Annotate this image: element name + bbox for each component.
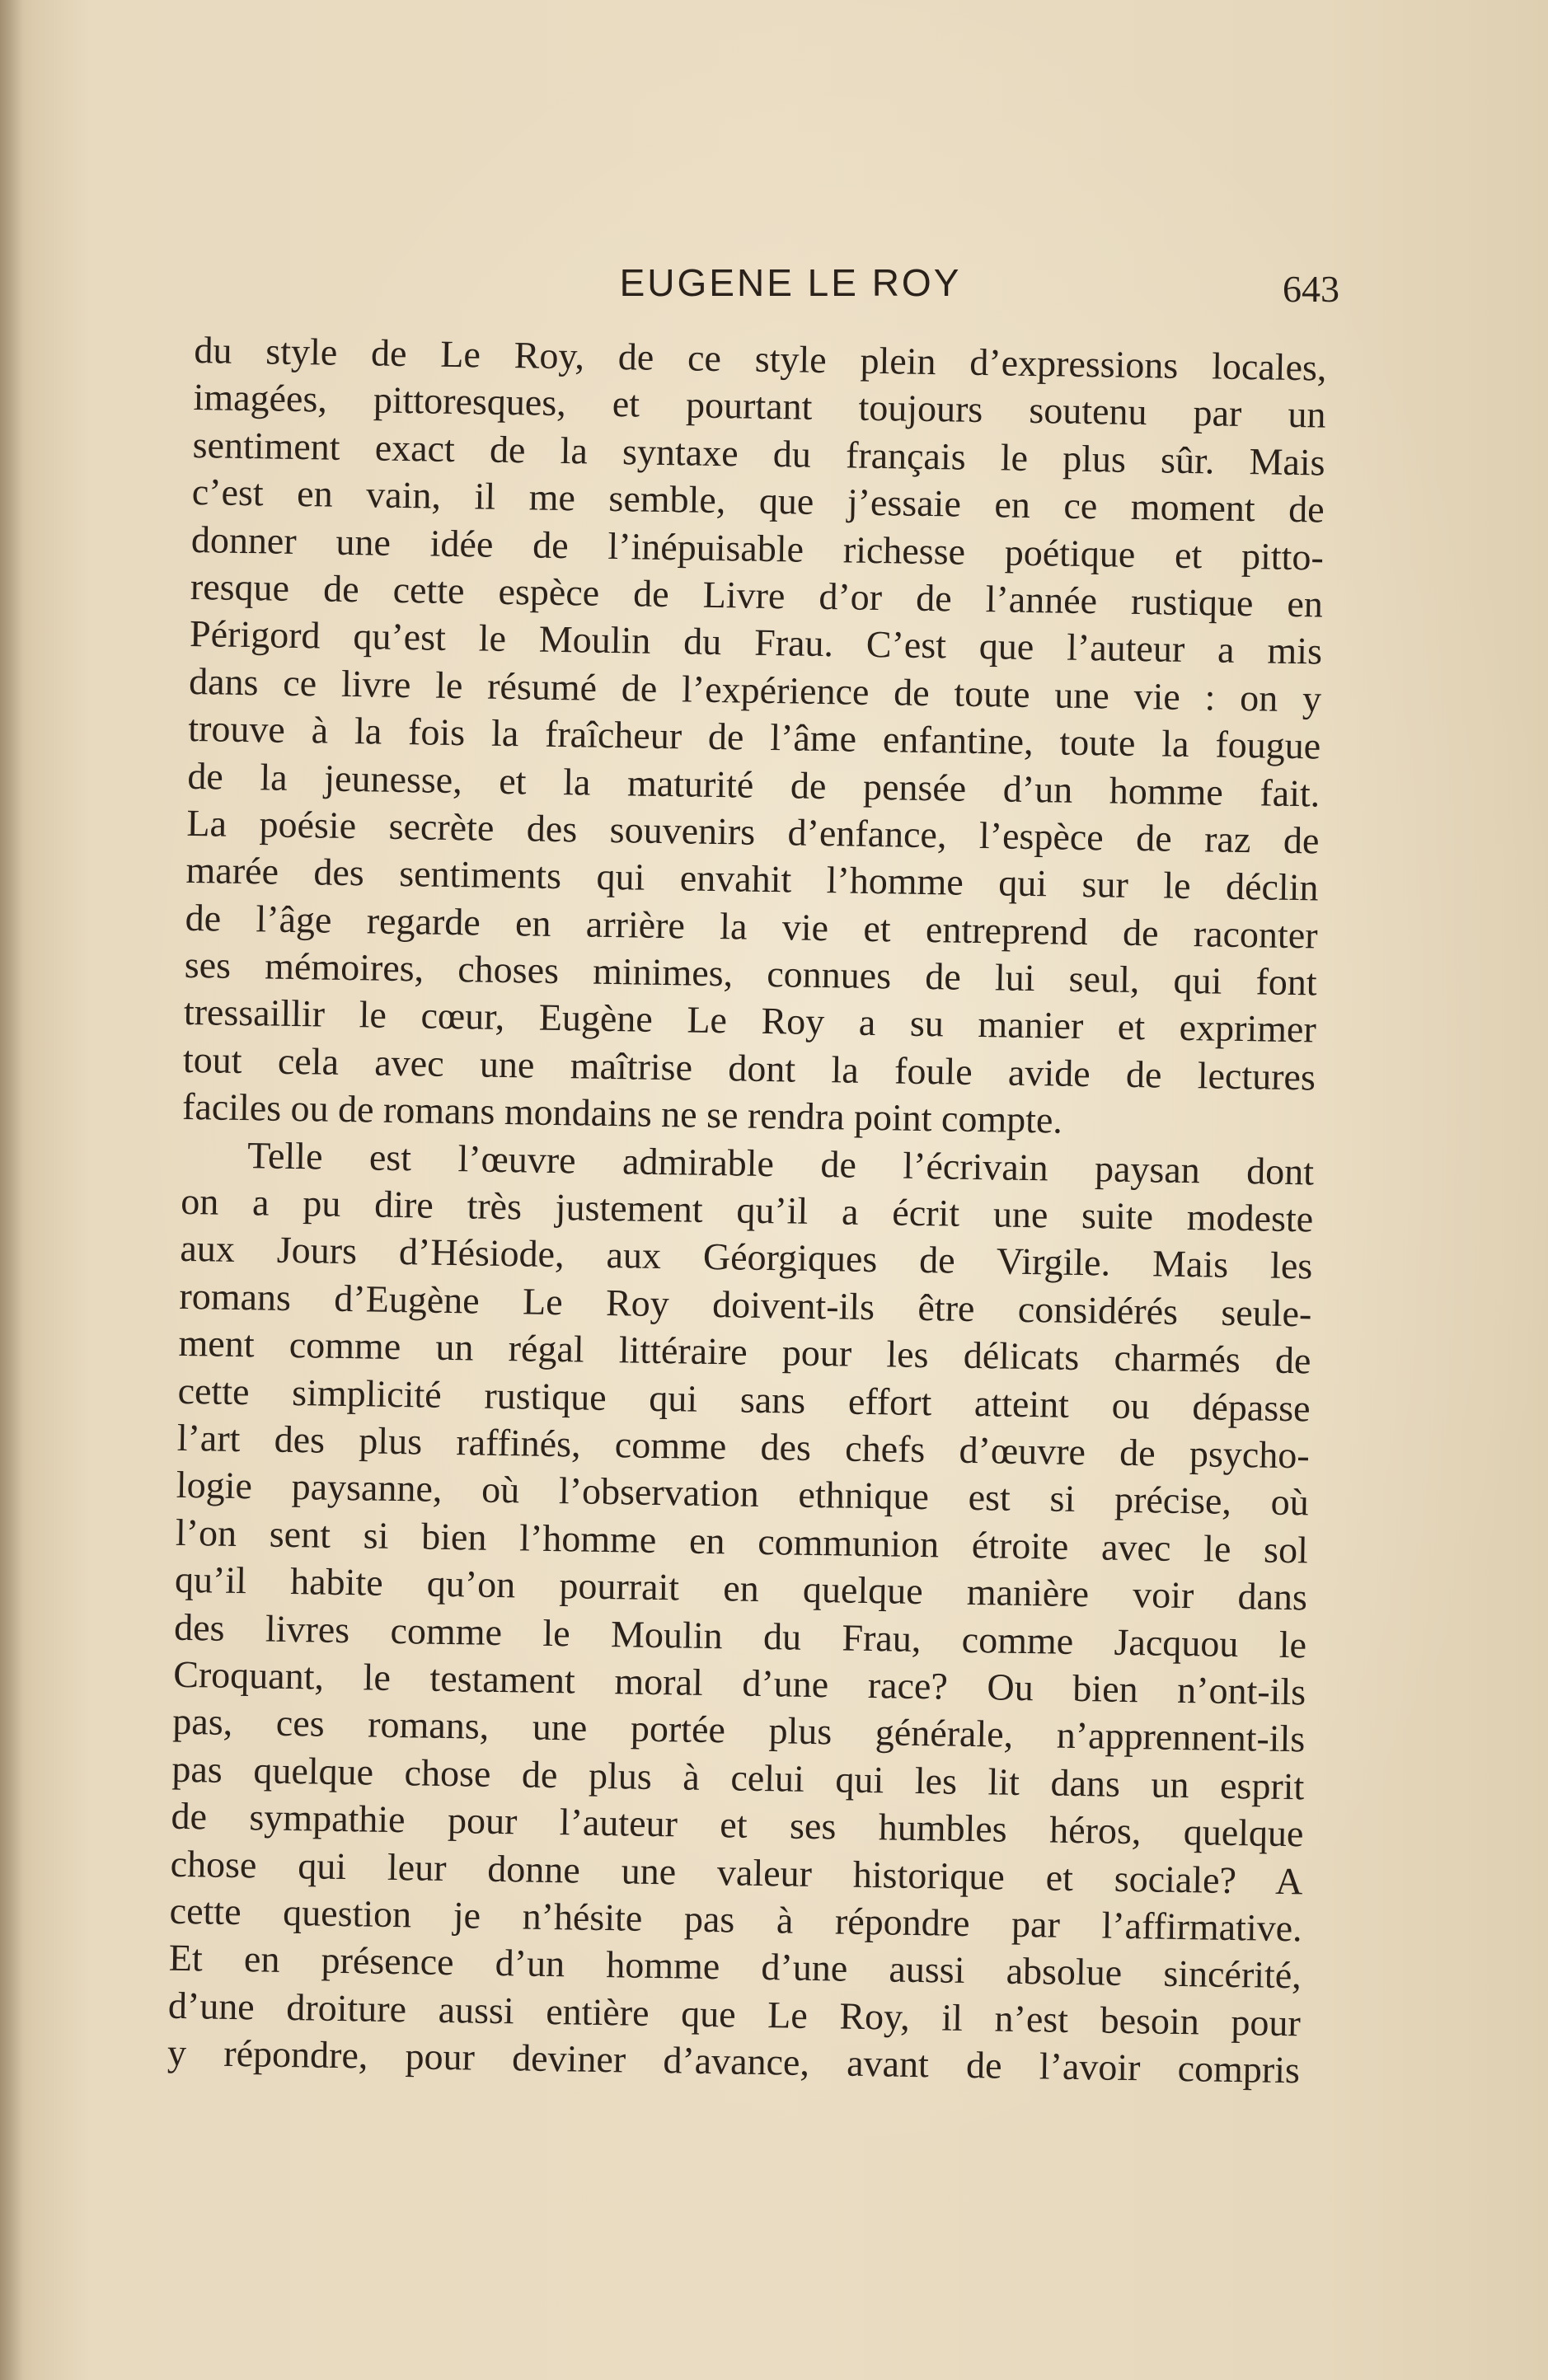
text-line: de l’âge regarde en arrière la vie et entreprend de raconter <box>185 896 1318 957</box>
text-line: l’art des plus raffinés, comme des chefs d’œuvre de psycho- <box>176 1416 1311 1477</box>
text-line: de la jeunesse, et la maturité de pensée d’un homme fait. <box>187 754 1320 815</box>
text-line: tout cela avec une maîtrise dont la foule avide de lectures <box>182 1038 1316 1099</box>
text-line: des livres comme le Moulin du Frau, comme Jacquou le <box>173 1605 1307 1666</box>
body-text <box>167 326 1327 2094</box>
running-title: EUGENE LE ROY <box>619 261 962 304</box>
text-line: cette simplicité rustique qui sans effort atteint ou dépasse <box>177 1369 1311 1430</box>
text-line: logie paysanne, où l’observation ethnique est si précise, où <box>176 1464 1310 1524</box>
text-line: Et en présence d’un homme d’une aussi absolue sincérité, <box>168 1937 1302 1997</box>
text-line: l’on sent si bien l’homme en communion étroite avec le sol <box>175 1511 1309 1572</box>
text-line: imagées, pittoresques, et pourtant toujours soutenu par un <box>193 376 1326 436</box>
text-line: qu’il habite qu’on pourrait en quelque manière voir dans <box>174 1558 1308 1619</box>
text-line: chose qui leur donne une valeur historique et sociale? A <box>170 1842 1303 1902</box>
text-line: La poésie secrète des souvenirs d’enfance, l’espèce de raz de <box>186 801 1320 862</box>
text-line: du style de Le Roy, de ce style plein d’expressions locales, <box>194 328 1327 389</box>
text-line: pas, ces romans, une portée plus générale, n’apprennent-ils <box>172 1700 1306 1760</box>
text-line: tressaillir le cœur, Eugène Le Roy a su manier et exprimer <box>183 991 1317 1051</box>
text-line: ment comme un régal littéraire pour les délicats charmés de <box>178 1322 1311 1382</box>
text-line: romans d’Eugène Le Roy doivent-ils être considérés seule- <box>179 1274 1312 1335</box>
text-line: c’est en vain, il me semble, que j’essaie en ce moment de <box>191 471 1325 531</box>
text-line: de sympathie pour l’auteur et ses humbles héros, quelque <box>171 1794 1304 1855</box>
text-line: aux Jours d’Hésiode, aux Géorgiques de Virgile. Mais les <box>180 1227 1313 1287</box>
text-line: trouve à la fois la fraîcheur de l’âme enfantine, toute la fougue <box>187 707 1321 767</box>
text-line: marée des sentiments qui envahit l’homme qui sur le déclin <box>185 849 1319 909</box>
text-line: pas quelque chose de plus à celui qui les lit dans un esprit <box>171 1747 1305 1808</box>
text-line: sentiment exact de la syntaxe du français le plus sûr. Mais <box>192 423 1325 484</box>
text-line: y répondre, pour deviner d’avance, avant de l’avoir compris <box>167 2031 1301 2092</box>
text-line: d’une droiture aussi entière que Le Roy, il n’est besoin pour <box>167 1984 1302 2044</box>
text-line: faciles ou de romans mondains ne se rendra point compte. <box>181 1085 1063 1141</box>
text-line: dans ce livre le résumé de l’expérience de toute une vie : on y <box>188 659 1322 720</box>
text-line: on a pu dire très justement qu’il a écrit une suite modeste <box>180 1179 1314 1240</box>
text-line: ses mémoires, choses minimes, connues de lui seul, qui font <box>184 943 1318 1004</box>
page-number: 643 <box>1283 268 1339 310</box>
page-header <box>0 260 1548 310</box>
text-line: resque de cette espèce de Livre d’or de l’année rustique en <box>190 565 1324 625</box>
text-line: Périgord qu’est le Moulin du Frau. C’est que l’auteur a mis <box>189 612 1323 672</box>
spine-shadow <box>0 0 23 2380</box>
text-line: Croquant, le testament moral d’une race? Ou bien n’ont-ils <box>172 1652 1306 1713</box>
text-line: Telle est l’œuvre admirable de l’écrivain paysan dont <box>246 1133 1315 1193</box>
text-line: donner une idée de l’inépuisable richesse poétique et pitto- <box>190 518 1325 579</box>
text-line: cette question je n’hésite pas à répondre par l’affirmative. <box>169 1889 1303 1950</box>
